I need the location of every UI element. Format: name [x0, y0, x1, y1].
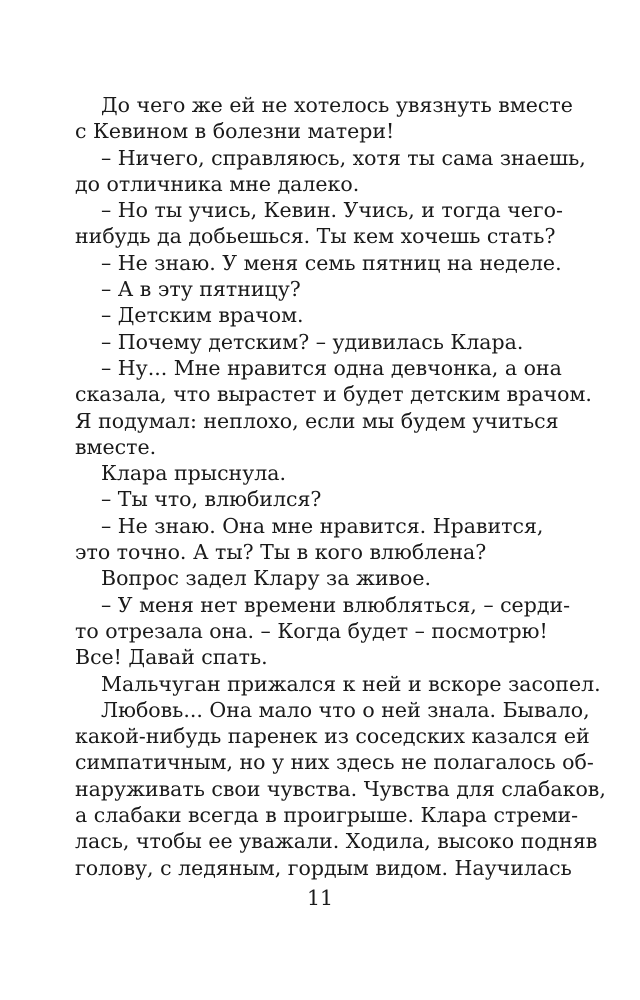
text-line: – Почему детским? – удивилась Клара. [101, 329, 524, 354]
text-line: вместе. [75, 434, 157, 459]
text-line: Все! Давай спать. [75, 645, 268, 670]
text-line: а слабаки всегда в проигрыше. Клара стреми- [75, 803, 579, 828]
text-line: то отрезала она. – Когда будет – посмотрю! [75, 618, 548, 643]
text-line: – Ты что, влюбился? [101, 487, 322, 512]
text-line: с Кевином в болезни матери! [75, 119, 395, 144]
text-line: – Детским врачом. [101, 303, 304, 328]
text-line: – Ну... Мне нравится одна девчонка, а она [101, 355, 562, 380]
text-line: лась, чтобы ее уважали. Ходила, высоко подняв [75, 829, 598, 854]
text-line: нибудь да добьешься. Ты кем хочешь стать? [75, 224, 556, 249]
text-line: Любовь... Она мало что о ней знала. Бывало, [101, 697, 590, 722]
page-number: 11 [306, 886, 334, 910]
text-line: до отличника мне далеко. [75, 171, 360, 196]
text-line: – У меня нет времени влюбляться, – серди- [101, 592, 571, 617]
text-line: – Но ты учись, Кевин. Учись, и тогда чего- [101, 198, 563, 223]
text-line: До чего же ей не хотелось увязнуть вместе [101, 93, 573, 117]
text-line: голову, с ледяным, гордым видом. Научилась [75, 855, 572, 880]
text-line: – Не знаю. У меня семь пятниц на неделе. [101, 250, 562, 275]
text-line: Я подумал: неплохо, если мы будем учиться [75, 408, 559, 433]
text-line: Мальчуган прижался к ней и вскоре засопел. [101, 671, 601, 696]
text-line: сказала, что вырастет и будет детским врачом. [75, 382, 592, 407]
text-line: Вопрос задел Клару за живое. [101, 566, 432, 591]
text-line: – Не знаю. Она мне нравится. Нравится, [101, 513, 544, 538]
text-line: – Ничего, справляюсь, хотя ты сама знаешь, [101, 145, 586, 170]
text-line: наруживать свои чувства. Чувства для слабаков, [75, 776, 606, 801]
body-text [75, 92, 606, 881]
text-line: это точно. А ты? Ты в кого влюблена? [75, 540, 487, 565]
text-line: – А в эту пятницу? [101, 277, 301, 302]
text-line: какой-нибудь паренек из соседских казался ей [75, 724, 590, 749]
text-line: симпатичным, но у них здесь не полагалось об- [75, 750, 594, 775]
text-line: Клара прыснула. [101, 461, 287, 486]
